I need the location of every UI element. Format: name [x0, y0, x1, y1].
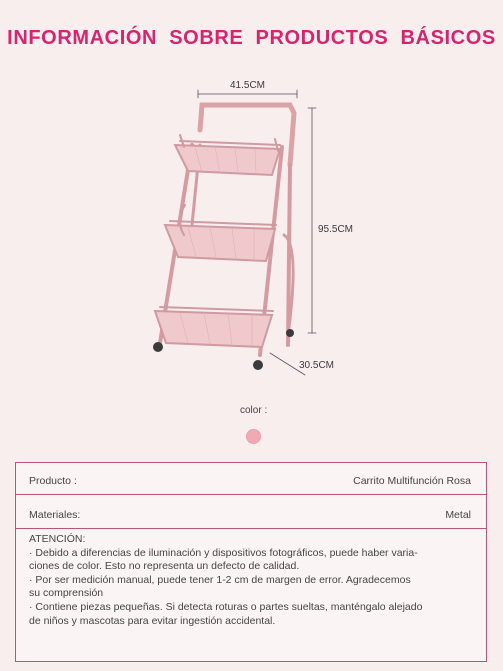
product-label: Producto : [29, 475, 77, 487]
product-row [16, 466, 486, 495]
attention-notes [29, 533, 479, 628]
notes-line: su comprensión [29, 587, 104, 600]
width-dimension-label: 41.5CM [230, 80, 266, 91]
notes-line: · Debido a diferencias de iluminación y dispositivos fotográficos, puede haber varia- [29, 546, 418, 559]
notes-heading: ATENCIÓN: [29, 533, 86, 545]
material-value: Metal [445, 509, 471, 521]
page-title: INFORMACIÓN SOBRE PRODUCTOS BÁSICOS [7, 27, 496, 49]
color-swatch-rose[interactable] [246, 429, 261, 444]
material-row [16, 500, 486, 529]
depth-dimension-label: 30.5CM [299, 360, 335, 371]
notes-line: de niños y mascotas para evitar ingestión accidental. [29, 614, 276, 627]
color-label: color : [240, 405, 268, 416]
notes-line: · Contiene piezas pequeñas. Si detecta roturas o partes sueltas, manténgalo alejado [29, 600, 423, 613]
notes-line: ciones de color. Esto no representa un defecto de calidad. [29, 560, 300, 573]
product-value: Carrito Multifunción Rosa [353, 475, 471, 487]
notes-line: · Por ser medición manual, puede tener 1-2 cm de margen de error. Agradecemos [29, 573, 411, 586]
material-label: Materiales: [29, 509, 81, 521]
product-info-card [15, 462, 487, 662]
height-dimension-label: 95.5CM [318, 224, 354, 235]
